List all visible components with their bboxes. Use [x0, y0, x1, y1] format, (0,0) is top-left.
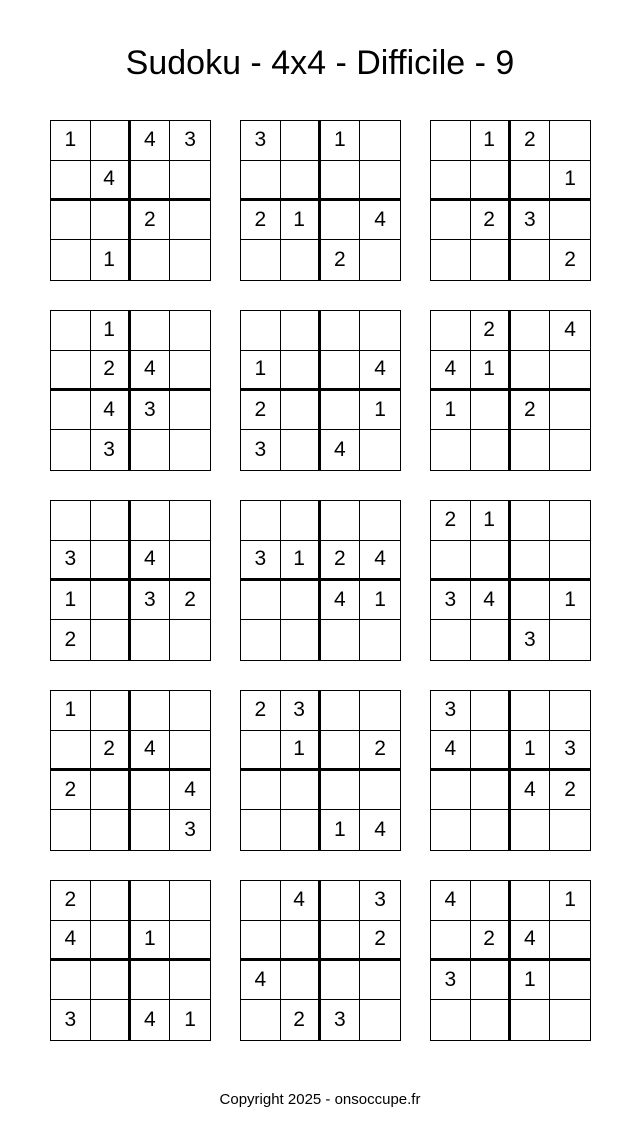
sudoku-cell — [360, 161, 400, 201]
sudoku-cell: 2 — [431, 501, 471, 541]
sudoku-puzzle — [50, 690, 211, 851]
sudoku-cell — [431, 240, 471, 280]
sudoku-cell: 4 — [131, 121, 171, 161]
sudoku-cell — [431, 620, 471, 660]
sudoku-cell: 4 — [170, 771, 210, 811]
sudoku-cell: 1 — [131, 921, 171, 961]
sudoku-cell — [241, 881, 281, 921]
sudoku-cell: 2 — [170, 581, 210, 621]
sudoku-cell — [91, 541, 131, 581]
sudoku-cell — [550, 541, 590, 581]
sudoku-cell — [511, 581, 551, 621]
sudoku-cell: 4 — [131, 351, 171, 391]
sudoku-cell: 3 — [321, 1000, 361, 1040]
sudoku-cell — [550, 620, 590, 660]
sudoku-cell — [511, 691, 551, 731]
sudoku-cell — [170, 311, 210, 351]
sudoku-cell — [131, 691, 171, 731]
sudoku-cell — [550, 121, 590, 161]
sudoku-cell — [91, 1000, 131, 1040]
sudoku-cell — [51, 311, 91, 351]
sudoku-cell: 1 — [281, 201, 321, 241]
sudoku-cell: 3 — [51, 1000, 91, 1040]
sudoku-cell — [131, 620, 171, 660]
sudoku-cell — [170, 731, 210, 771]
sudoku-cell — [471, 691, 511, 731]
sudoku-cell — [471, 1000, 511, 1040]
sudoku-cell — [131, 961, 171, 1001]
sudoku-cell — [91, 501, 131, 541]
sudoku-cell — [471, 731, 511, 771]
sudoku-cell: 3 — [550, 731, 590, 771]
sudoku-cell — [131, 311, 171, 351]
sudoku-cell — [281, 810, 321, 850]
sudoku-cell: 2 — [471, 311, 511, 351]
sudoku-cell: 4 — [131, 1000, 171, 1040]
sudoku-cell — [131, 810, 171, 850]
sudoku-cell: 4 — [360, 201, 400, 241]
sudoku-cell — [241, 311, 281, 351]
sudoku-cell: 1 — [471, 351, 511, 391]
sudoku-cell — [51, 161, 91, 201]
sudoku-cell — [131, 501, 171, 541]
sudoku-puzzle — [430, 690, 591, 851]
sudoku-cell — [131, 430, 171, 470]
sudoku-cell: 1 — [51, 691, 91, 731]
sudoku-cell — [550, 430, 590, 470]
sudoku-puzzle — [240, 120, 401, 281]
sudoku-cell — [51, 961, 91, 1001]
sudoku-cell: 3 — [170, 121, 210, 161]
sudoku-cell — [281, 501, 321, 541]
sudoku-cell: 2 — [51, 771, 91, 811]
sudoku-cell — [281, 620, 321, 660]
sudoku-cell — [170, 391, 210, 431]
sudoku-cell: 1 — [51, 581, 91, 621]
sudoku-cell — [170, 921, 210, 961]
sudoku-cell — [431, 1000, 471, 1040]
sudoku-cell: 4 — [321, 581, 361, 621]
sudoku-cell — [281, 351, 321, 391]
sudoku-cell: 1 — [281, 731, 321, 771]
sudoku-cell — [360, 311, 400, 351]
sudoku-cell: 2 — [131, 201, 171, 241]
sudoku-cell: 1 — [360, 391, 400, 431]
sudoku-cell — [321, 161, 361, 201]
sudoku-cell — [550, 501, 590, 541]
sudoku-cell: 4 — [91, 161, 131, 201]
sudoku-cell — [321, 501, 361, 541]
sudoku-cell — [51, 810, 91, 850]
sudoku-cell — [241, 161, 281, 201]
sudoku-cell: 4 — [321, 430, 361, 470]
sudoku-cell — [431, 541, 471, 581]
sudoku-cell — [550, 351, 590, 391]
sudoku-cell — [170, 430, 210, 470]
sudoku-puzzle — [240, 880, 401, 1041]
sudoku-cell: 1 — [471, 501, 511, 541]
sudoku-cell — [321, 201, 361, 241]
sudoku-cell — [91, 810, 131, 850]
sudoku-cell: 4 — [374, 818, 386, 842]
sudoku-cell — [471, 771, 511, 811]
sudoku-cell: 4 — [550, 311, 590, 351]
sudoku-cell — [170, 691, 210, 731]
sudoku-cell: 3 — [281, 691, 321, 731]
sudoku-cell — [281, 430, 321, 470]
sudoku-cell — [241, 620, 281, 660]
sudoku-cell: 1 — [550, 881, 590, 921]
sudoku-cell — [431, 311, 471, 351]
sudoku-cell — [360, 430, 400, 470]
sudoku-cell: 2 — [321, 541, 361, 581]
sudoku-cell — [431, 201, 471, 241]
sudoku-cell — [360, 1000, 400, 1040]
sudoku-cell: 2 — [241, 201, 281, 241]
sudoku-cell — [170, 961, 210, 1001]
sudoku-cell — [170, 240, 210, 280]
sudoku-cell: 3 — [431, 961, 471, 1001]
sudoku-cell — [170, 620, 210, 660]
sudoku-cell: 1 — [184, 1008, 196, 1032]
sudoku-cell — [281, 311, 321, 351]
sudoku-cell — [511, 881, 551, 921]
sudoku-cell — [511, 430, 551, 470]
sudoku-cell — [170, 881, 210, 921]
sudoku-cell — [51, 731, 91, 771]
sudoku-cell — [321, 311, 361, 351]
sudoku-cell — [281, 391, 321, 431]
sudoku-cell — [360, 771, 400, 811]
sudoku-cell: 3 — [360, 881, 400, 921]
sudoku-cell — [91, 581, 131, 621]
sudoku-cell — [91, 921, 131, 961]
sudoku-puzzle — [430, 500, 591, 661]
sudoku-cell: 3 — [511, 201, 551, 241]
sudoku-cell: 1 — [511, 961, 551, 1001]
sudoku-cell — [431, 810, 471, 850]
sudoku-cell: 2 — [360, 731, 400, 771]
sudoku-cell — [131, 161, 171, 201]
sudoku-cell — [170, 161, 210, 201]
sudoku-cell — [321, 881, 361, 921]
sudoku-cell — [321, 620, 361, 660]
sudoku-cell: 1 — [241, 351, 281, 391]
sudoku-cell — [51, 240, 91, 280]
sudoku-cell: 4 — [471, 581, 511, 621]
sudoku-cell: 4 — [360, 351, 400, 391]
sudoku-cell — [550, 691, 590, 731]
sudoku-cell: 3 — [184, 818, 196, 842]
sudoku-cell — [321, 351, 361, 391]
sudoku-cell — [91, 121, 131, 161]
sudoku-cell: 4 — [431, 881, 471, 921]
sudoku-cell — [471, 810, 511, 850]
sudoku-cell — [511, 161, 551, 201]
sudoku-cell — [360, 691, 400, 731]
sudoku-cell — [431, 921, 471, 961]
sudoku-cell: 4 — [241, 961, 281, 1001]
sudoku-cell — [91, 201, 131, 241]
sudoku-cell: 4 — [131, 731, 171, 771]
sudoku-cell: 2 — [321, 240, 361, 280]
sudoku-cell: 2 — [91, 351, 131, 391]
sudoku-cell — [91, 881, 131, 921]
sudoku-cell: 3 — [431, 581, 471, 621]
sudoku-cell — [281, 121, 321, 161]
sudoku-cell — [321, 961, 361, 1001]
sudoku-cell — [51, 501, 91, 541]
sudoku-cell: 1 — [321, 121, 361, 161]
sudoku-cell: 3 — [91, 430, 131, 470]
sudoku-cell: 2 — [51, 620, 91, 660]
sudoku-cell: 1 — [91, 240, 131, 280]
sudoku-cell — [471, 161, 511, 201]
sudoku-cell — [241, 1000, 281, 1040]
sudoku-cell — [321, 391, 361, 431]
sudoku-cell: 2 — [51, 881, 91, 921]
sudoku-cell: 1 — [511, 731, 551, 771]
sudoku-cell: 3 — [131, 581, 171, 621]
sudoku-cell: 3 — [431, 691, 471, 731]
sudoku-cell — [471, 620, 511, 660]
sudoku-cell: 1 — [281, 541, 321, 581]
sudoku-cell — [321, 771, 361, 811]
sudoku-cell — [471, 881, 511, 921]
sudoku-cell: 2 — [471, 921, 511, 961]
sudoku-cell: 4 — [360, 541, 400, 581]
sudoku-puzzle — [430, 120, 591, 281]
sudoku-cell — [51, 201, 91, 241]
sudoku-puzzle — [240, 310, 401, 471]
sudoku-cell — [550, 201, 590, 241]
sudoku-puzzle — [50, 310, 211, 471]
sudoku-cell — [170, 201, 210, 241]
sudoku-cell — [360, 501, 400, 541]
sudoku-cell — [511, 810, 551, 850]
sudoku-cell — [281, 771, 321, 811]
sudoku-cell — [431, 161, 471, 201]
sudoku-cell: 4 — [431, 731, 471, 771]
sudoku-cell — [321, 691, 361, 731]
sudoku-cell — [550, 1000, 590, 1040]
sudoku-cell: 1 — [431, 391, 471, 431]
sudoku-cell — [241, 731, 281, 771]
sudoku-cell — [91, 771, 131, 811]
sudoku-cell — [241, 240, 281, 280]
sudoku-cell: 2 — [241, 691, 281, 731]
sudoku-cell — [431, 771, 471, 811]
sudoku-cell — [321, 921, 361, 961]
sudoku-cell: 1 — [51, 121, 91, 161]
sudoku-cell — [170, 351, 210, 391]
sudoku-cell — [431, 430, 471, 470]
sudoku-cell: 4 — [511, 771, 551, 811]
sudoku-cell: 1 — [471, 121, 511, 161]
sudoku-cell — [241, 771, 281, 811]
sudoku-cell — [550, 961, 590, 1001]
sudoku-cell: 3 — [131, 391, 171, 431]
sudoku-cell — [51, 351, 91, 391]
sudoku-cell: 2 — [550, 771, 590, 811]
sudoku-cell: 2 — [511, 391, 551, 431]
sudoku-cell — [281, 240, 321, 280]
sudoku-cell: 1 — [321, 810, 361, 850]
sudoku-puzzle — [50, 880, 211, 1041]
sudoku-cell — [471, 430, 511, 470]
sudoku-puzzle — [240, 690, 401, 851]
sudoku-cell: 1 — [550, 581, 590, 621]
copyright-footer: Copyright 2025 - onsoccupe.fr — [219, 1091, 421, 1108]
sudoku-cell — [51, 391, 91, 431]
sudoku-cell — [511, 351, 551, 391]
sudoku-cell — [550, 810, 590, 850]
sudoku-cell: 3 — [241, 121, 281, 161]
sudoku-cell: 4 — [131, 541, 171, 581]
sudoku-cell — [471, 391, 511, 431]
sudoku-cell: 4 — [281, 881, 321, 921]
sudoku-cell — [51, 430, 91, 470]
sudoku-cell — [91, 961, 131, 1001]
sudoku-cell — [471, 240, 511, 280]
sudoku-cell: 2 — [91, 731, 131, 771]
sudoku-cell: 2 — [360, 921, 400, 961]
sudoku-cell — [471, 541, 511, 581]
sudoku-cell — [241, 581, 281, 621]
sudoku-cell — [511, 541, 551, 581]
sudoku-cell — [550, 921, 590, 961]
sudoku-cell — [241, 810, 281, 850]
sudoku-cell: 2 — [281, 1000, 321, 1040]
sudoku-cell — [360, 121, 400, 161]
sudoku-cell — [170, 541, 210, 581]
sudoku-puzzle — [50, 120, 211, 281]
sudoku-cell — [281, 581, 321, 621]
sudoku-cell — [241, 921, 281, 961]
sudoku-cell — [281, 961, 321, 1001]
sudoku-cell — [511, 240, 551, 280]
sudoku-cell — [131, 771, 171, 811]
sudoku-cell — [281, 921, 321, 961]
sudoku-puzzle — [430, 310, 591, 471]
sudoku-cell — [281, 161, 321, 201]
sudoku-cell — [91, 620, 131, 660]
sudoku-puzzle — [50, 500, 211, 661]
sudoku-cell — [360, 620, 400, 660]
sudoku-cell: 3 — [241, 430, 281, 470]
sudoku-cell: 4 — [431, 351, 471, 391]
page-title: Sudoku - 4x4 - Difficile - 9 — [125, 44, 515, 82]
sudoku-cell — [131, 240, 171, 280]
sudoku-puzzle — [240, 500, 401, 661]
sudoku-puzzle — [430, 880, 591, 1041]
sudoku-cell: 2 — [564, 248, 576, 272]
sudoku-cell — [511, 501, 551, 541]
sudoku-cell: 4 — [511, 921, 551, 961]
sudoku-cell — [511, 311, 551, 351]
sudoku-cell: 4 — [51, 921, 91, 961]
sudoku-cell: 4 — [91, 391, 131, 431]
sudoku-cell — [241, 501, 281, 541]
sudoku-cell — [321, 731, 361, 771]
sudoku-cell: 1 — [360, 581, 400, 621]
sudoku-cell — [431, 121, 471, 161]
sudoku-cell: 2 — [471, 201, 511, 241]
sudoku-cell: 1 — [550, 161, 590, 201]
sudoku-cell — [550, 391, 590, 431]
sudoku-cell: 2 — [511, 121, 551, 161]
sudoku-cell — [511, 1000, 551, 1040]
sudoku-cell: 3 — [511, 620, 551, 660]
sudoku-cell: 3 — [51, 541, 91, 581]
sudoku-cell — [170, 501, 210, 541]
sudoku-cell — [360, 240, 400, 280]
sudoku-cell: 2 — [241, 391, 281, 431]
sudoku-cell: 1 — [91, 311, 131, 351]
sudoku-cell — [360, 961, 400, 1001]
sudoku-cell — [131, 881, 171, 921]
sudoku-cell — [471, 961, 511, 1001]
sudoku-cell: 3 — [241, 541, 281, 581]
sudoku-cell — [91, 691, 131, 731]
puzzle-grid — [50, 120, 591, 1041]
